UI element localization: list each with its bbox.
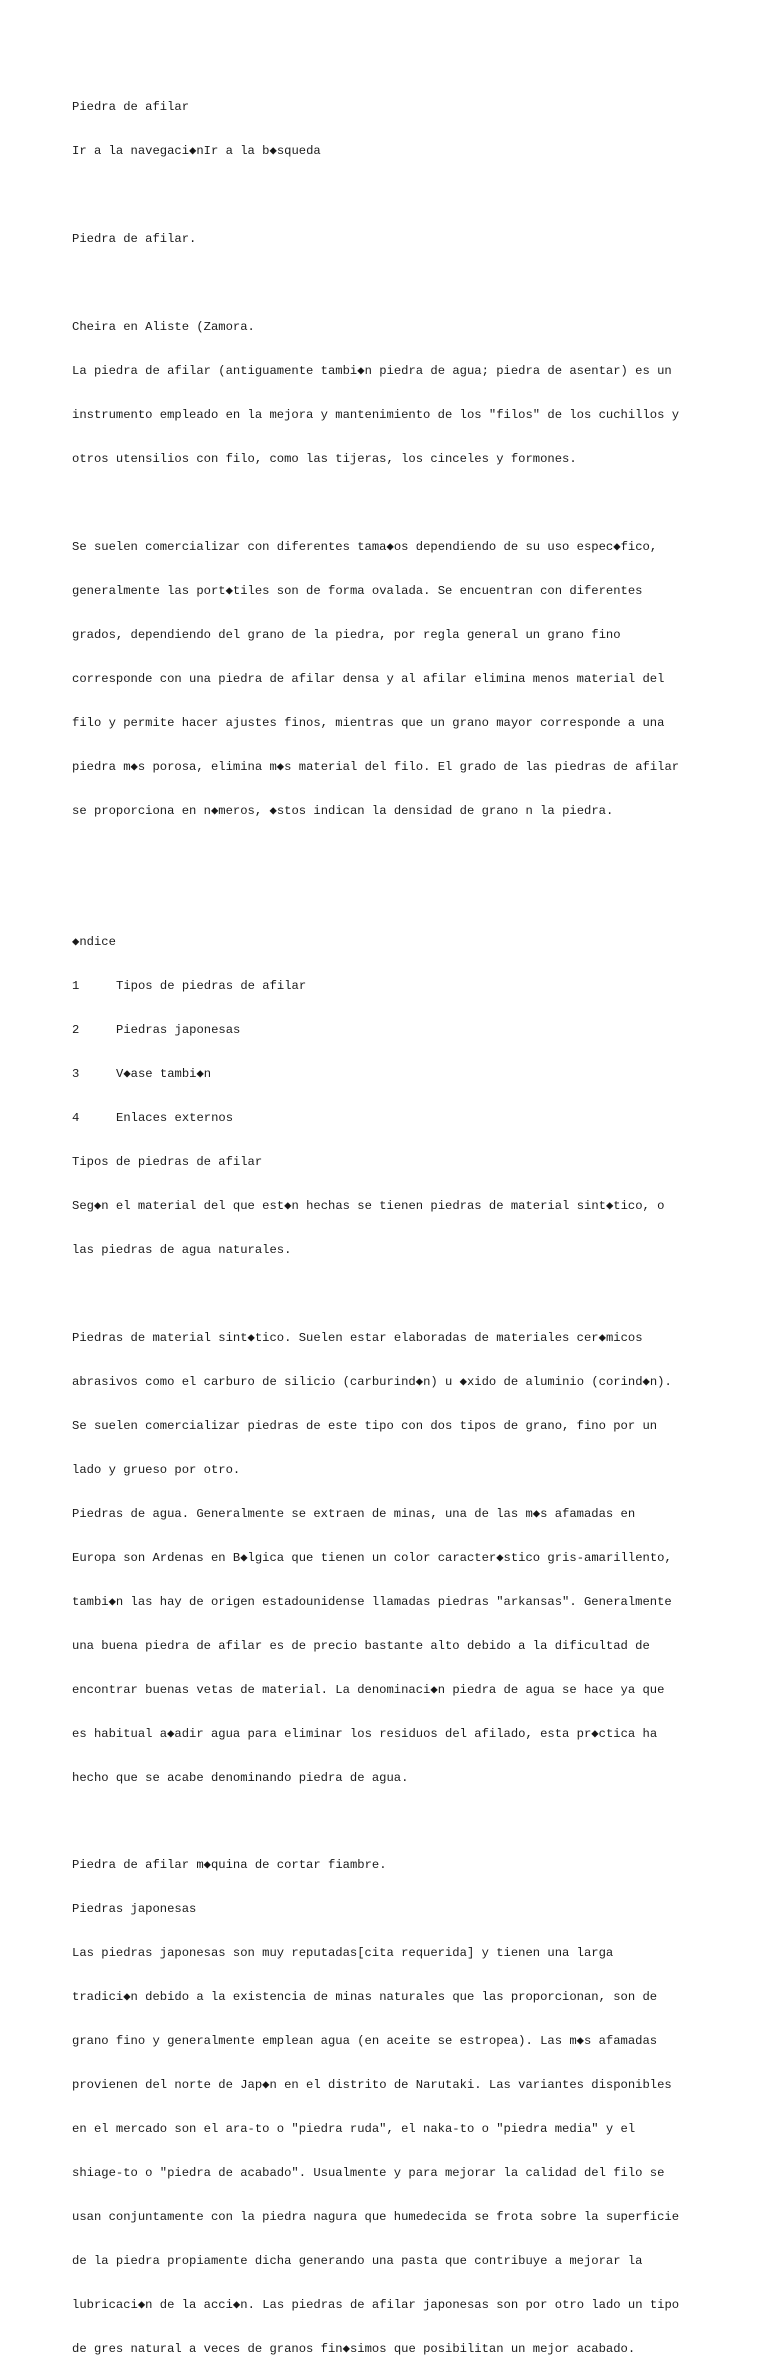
article-title: Piedra de afilar <box>72 100 190 115</box>
paragraph-line: tambi◆n las hay de origen estadounidense llamadas piedras "arkansas". Generalmente <box>72 1594 672 1609</box>
paragraph-line: generalmente las port◆tiles son de forma ovalada. Se encuentran con diferentes <box>72 583 643 598</box>
spacer <box>72 1814 732 1829</box>
intro-line: otros utensilios con filo, como las tijeras, los cinceles y formones. <box>72 451 577 466</box>
section-heading: Piedras japonesas <box>72 1902 197 1917</box>
paragraph-line: se proporciona en n◆meros, ◆stos indican la densidad de grano n la piedra. <box>72 803 614 818</box>
toc-number: 3 <box>72 1067 80 1082</box>
section-heading: Tipos de piedras de afilar <box>72 1155 263 1170</box>
paragraph-line: piedra m◆s porosa, elimina m◆s material del filo. El grado de las piedras de afilar <box>72 759 680 774</box>
spacer <box>72 848 732 863</box>
paragraph-line: encontrar buenas vetas de material. La denominaci◆n piedra de agua se hace ya que <box>72 1682 665 1697</box>
toc-label[interactable]: Tipos de piedras de afilar <box>116 979 307 994</box>
toc-item[interactable] <box>72 979 732 994</box>
spacer <box>72 1287 732 1302</box>
document-page <box>72 71 732 2371</box>
paragraph-line: de gres natural a veces de granos fin◆simos que posibilitan un mejor acabado. <box>72 2341 636 2356</box>
paragraph-line: una buena piedra de afilar es de precio bastante alto debido a la dificultad de <box>72 1638 650 1653</box>
toc-heading: ◆ndice <box>72 935 116 950</box>
toc-label[interactable]: V◆ase tambi◆n <box>116 1067 212 1082</box>
paragraph-line: lado y grueso por otro. <box>72 1462 241 1477</box>
image-title: Piedra de afilar. <box>72 232 197 247</box>
paragraph-line: filo y permite hacer ajustes finos, mientras que un grano mayor corresponde a una <box>72 715 665 730</box>
paragraph-line: las piedras de agua naturales. <box>72 1243 292 1258</box>
toc-item[interactable] <box>72 1023 732 1038</box>
toc-label[interactable]: Piedras japonesas <box>116 1023 241 1038</box>
paragraph-line: grados, dependiendo del grano de la piedra, por regla general un grano fino <box>72 627 621 642</box>
intro-line: La piedra de afilar (antiguamente tambi◆n piedra de agua; piedra de asentar) es un <box>72 364 672 379</box>
paragraph-line: lubricaci◆n de la acci◆n. Las piedras de afilar japonesas son por otro lado un tipo <box>72 2297 680 2312</box>
paragraph-line: abrasivos como el carburo de silicio (carburind◆n) u ◆xido de aluminio (corind◆n). <box>72 1374 672 1389</box>
paragraph-line: Se suelen comercializar con diferentes tama◆os dependiendo de su uso espec◆fico, <box>72 539 658 554</box>
spacer <box>72 496 732 511</box>
paragraph-line: Seg◆n el material del que est◆n hechas se tienen piedras de material sint◆tico, o <box>72 1199 665 1214</box>
paragraph-line: Las piedras japonesas son muy reputadas[cita requerida] y tienen una larga <box>72 1946 614 1961</box>
paragraph-line: de la piedra propiamente dicha generando una pasta que contribuye a mejorar la <box>72 2254 643 2269</box>
spacer <box>72 188 732 203</box>
paragraph-line: Se suelen comercializar piedras de este tipo con dos tipos de grano, fino por un <box>72 1418 658 1433</box>
paragraph-line: tradici◆n debido a la existencia de minas naturales que las proporcionan, son de <box>72 1990 658 2005</box>
intro-line: instrumento empleado en la mejora y mantenimiento de los "filos" de los cuchillos y <box>72 407 680 422</box>
paragraph-line: Piedras de agua. Generalmente se extraen de minas, una de las m◆s afamadas en <box>72 1506 636 1521</box>
paragraph-line: grano fino y generalmente emplean agua (en aceite se estropea). Las m◆s afamadas <box>72 2034 658 2049</box>
paragraph-line: provienen del norte de Jap◆n en el distrito de Narutaki. Las variantes disponibles <box>72 2078 672 2093</box>
paragraph-line: Piedras de material sint◆tico. Suelen estar elaboradas de materiales cer◆micos <box>72 1331 643 1345</box>
paragraph-line: shiage-to o "piedra de acabado". Usualmente y para mejorar la calidad del filo se <box>72 2166 665 2181</box>
spacer <box>72 891 732 906</box>
toc-item[interactable] <box>72 1111 732 1126</box>
toc-number: 1 <box>72 979 80 994</box>
paragraph-line: en el mercado son el ara-to o "piedra ruda", el naka-to o "piedra media" y el <box>72 2122 636 2137</box>
navigation-links[interactable]: Ir a la navegaci◆nIr a la b◆squeda <box>72 144 321 159</box>
toc-label[interactable]: Enlaces externos <box>116 1111 234 1126</box>
paragraph-line: usan conjuntamente con la piedra nagura que humedecida se frota sobre la superficie <box>72 2210 680 2225</box>
paragraph-line: Europa son Ardenas en B◆lgica que tienen un color caracter◆stico gris-amarillento, <box>72 1550 672 1565</box>
image-caption: Piedra de afilar m◆quina de cortar fiambre. <box>72 1858 387 1873</box>
spacer <box>72 276 732 291</box>
toc-number: 4 <box>72 1111 80 1126</box>
toc-number: 2 <box>72 1023 80 1038</box>
image-caption: Cheira en Aliste (Zamora. <box>72 320 255 335</box>
paragraph-line: corresponde con una piedra de afilar densa y al afilar elimina menos material del <box>72 671 665 686</box>
paragraph-line: hecho que se acabe denominando piedra de agua. <box>72 1770 409 1785</box>
paragraph-line: es habitual a◆adir agua para eliminar los residuos del afilado, esta pr◆ctica ha <box>72 1726 658 1741</box>
toc-item[interactable] <box>72 1067 732 1082</box>
